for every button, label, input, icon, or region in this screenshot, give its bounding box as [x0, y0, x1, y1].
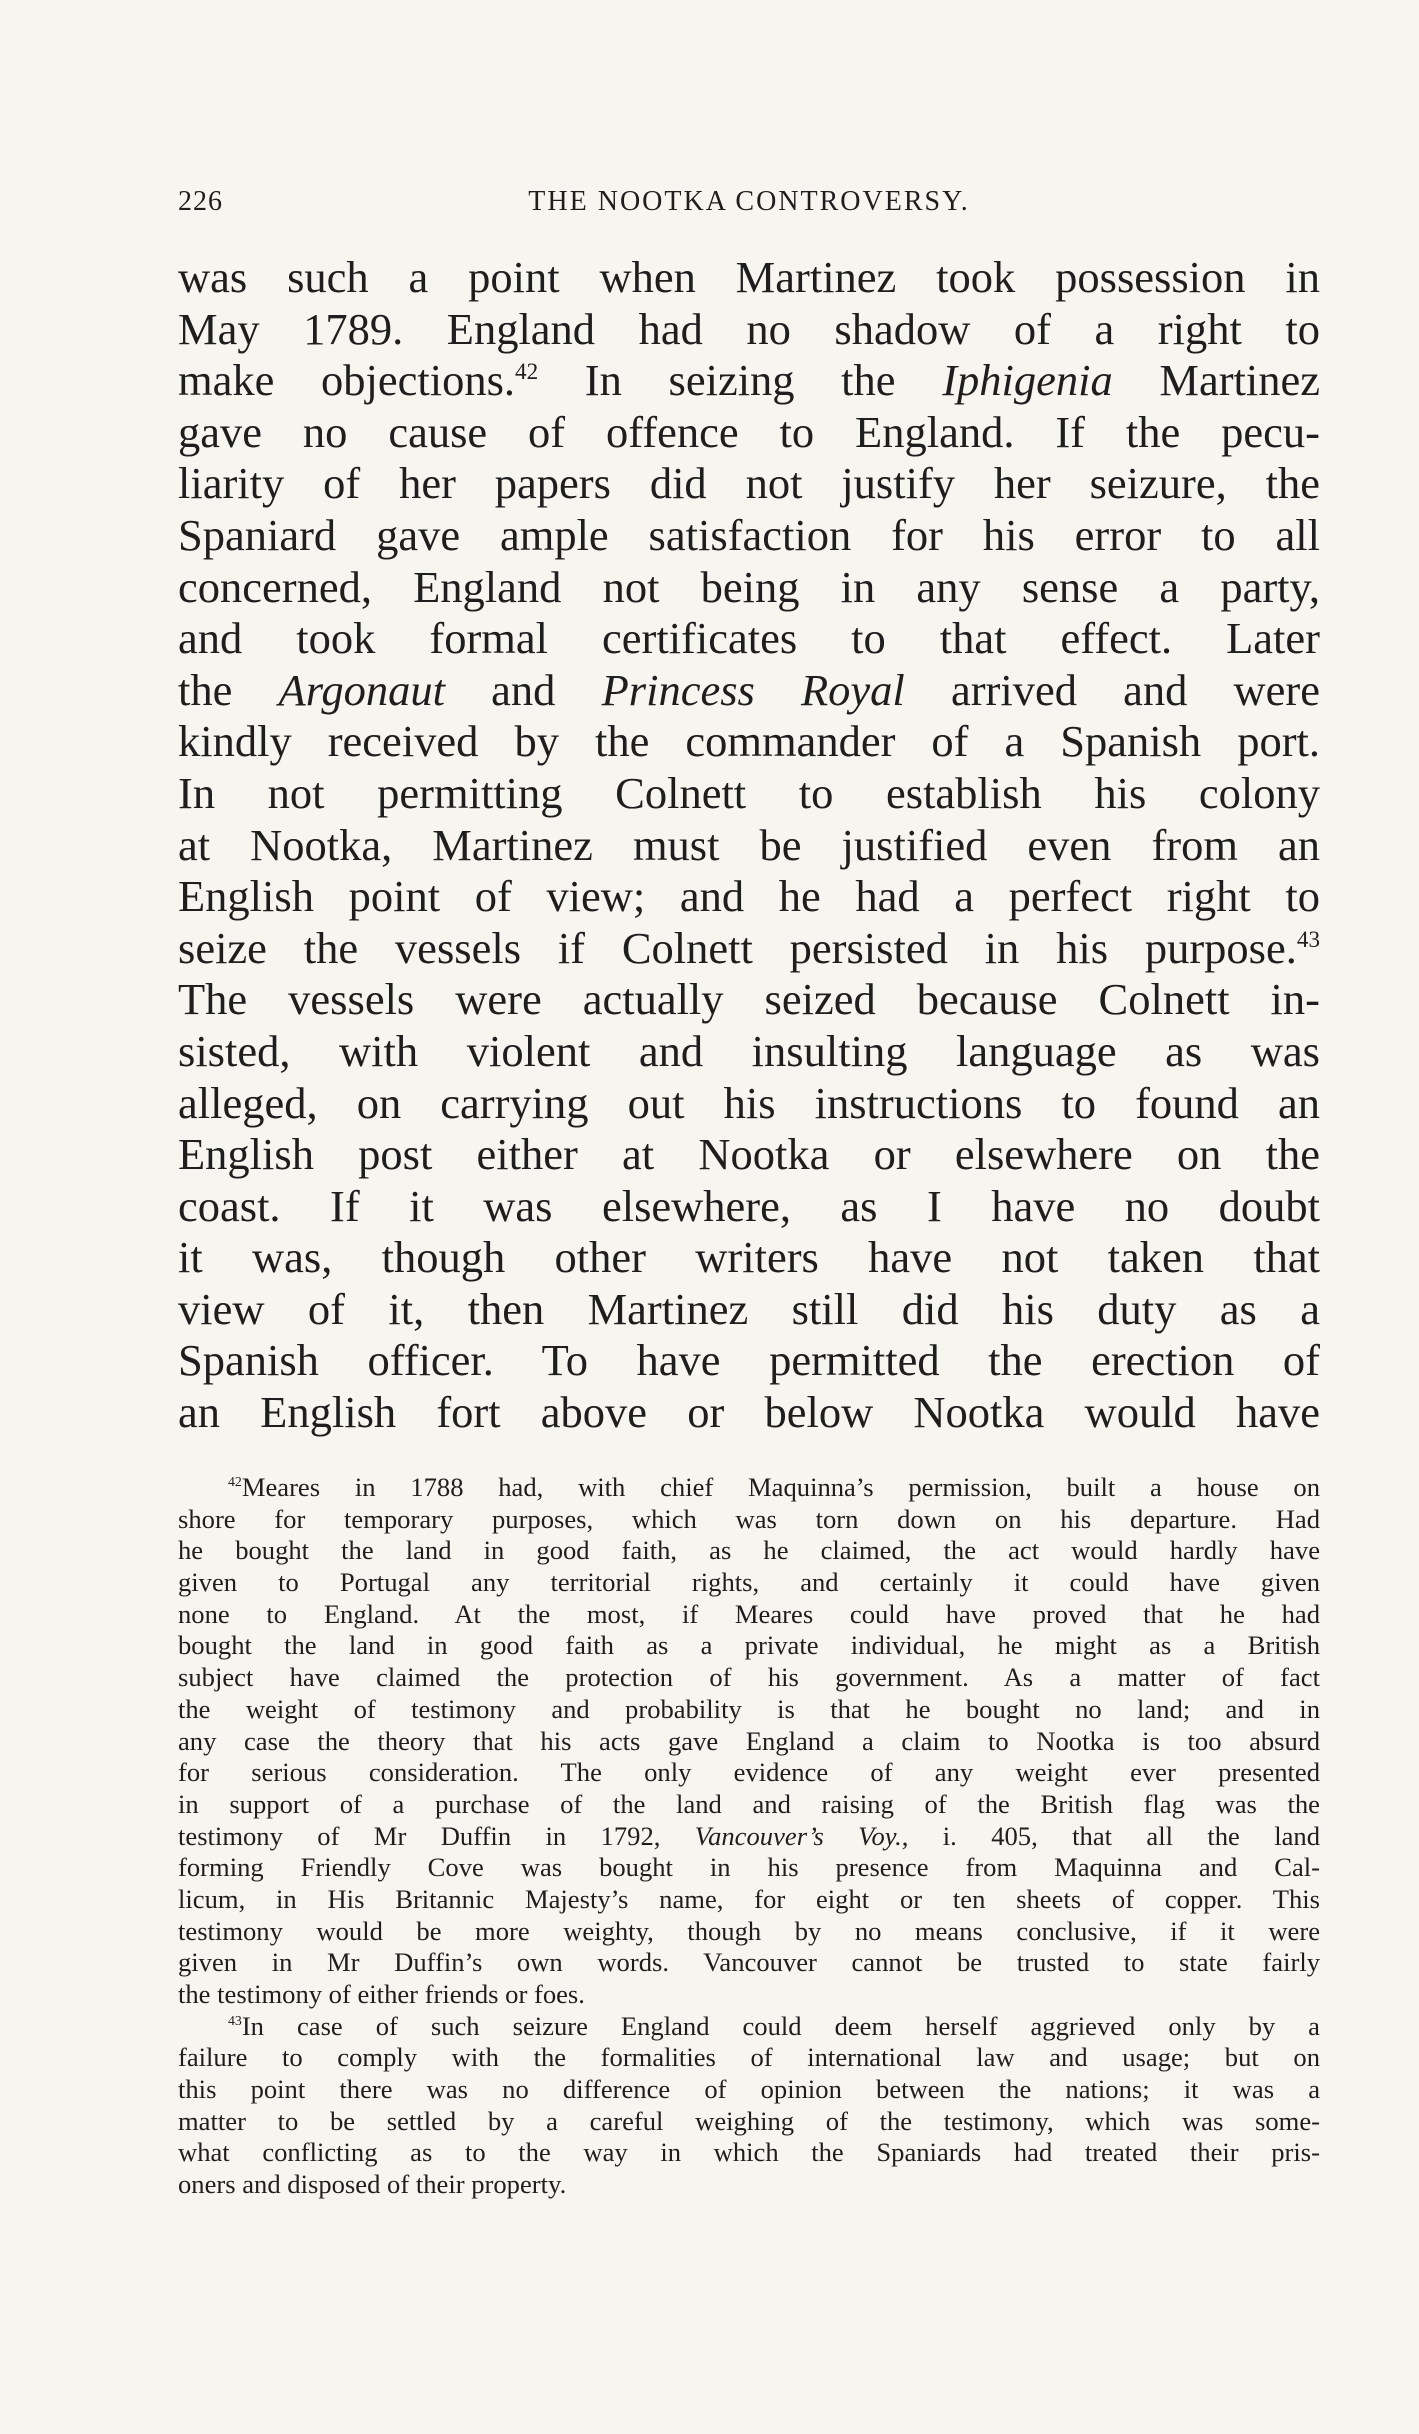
text-line	[178, 923, 1320, 975]
footnote-text: In case of such seizure England could deem herself aggrieved only by a	[241, 2010, 1320, 2041]
page-header	[178, 178, 1320, 228]
text-segment: seize the vessels if Colnett persisted in his purpose.	[178, 922, 1297, 973]
text-line	[178, 355, 1320, 407]
footnote-42-line: licum, in His Britannic Majesty’s name, for eight or ten sheets of copper. This	[178, 1883, 1320, 1914]
text-line: English post either at Nootka or elsewhere on the	[178, 1129, 1320, 1180]
text-line: concerned, England not being in any sense a party,	[178, 561, 1320, 612]
footnote-text: testimony of Mr Duffin in 1792,	[178, 1820, 661, 1851]
text-line: kindly received by the commander of a Spanish port.	[178, 716, 1320, 767]
footnote-42-line: testimony would be more weighty, though by no means conclusive, if it were	[178, 1915, 1320, 1946]
ship-name-iphigenia: Iphigenia	[942, 355, 1113, 406]
text-segment: make objections.	[178, 355, 516, 406]
text-segment: arrived and were	[904, 664, 1321, 715]
text-line: Spaniard gave ample satisfaction for his error to all	[178, 509, 1320, 560]
footnote-42-line	[178, 1821, 1320, 1853]
text-line: and took formal certificates to that effect. Later	[178, 613, 1320, 664]
text-line: at Nootka, Martinez must be justified even from an	[178, 819, 1320, 870]
text-line: liarity of her papers did not justify her seizure, the	[178, 458, 1320, 509]
footnote-43-line	[178, 2011, 1320, 2043]
text-line: May 1789. England had no shadow of a right to	[178, 303, 1320, 354]
footnote-42-line	[178, 1472, 1320, 1504]
page-number: 226	[178, 186, 223, 217]
text-line: gave no cause of offence to England. If the pecu-	[178, 406, 1320, 457]
footnote-text: , i. 405, that all the land	[901, 1820, 1321, 1851]
footnote-42-line: any case the theory that his acts gave England a claim to Nootka is too absurd	[178, 1725, 1320, 1756]
footnote-42-line: subject have claimed the protection of his government. As a matter of fact	[178, 1662, 1320, 1693]
footnote-42-line: in support of a purchase of the land and raising of the British flag was the	[178, 1788, 1320, 1819]
footnote-42-line: given in Mr Duffin’s own words. Vancouver cannot be trusted to state fairly	[178, 1947, 1320, 1978]
body-text	[178, 252, 1320, 1439]
footnote-42-line: the testimony of either friends or foes.	[178, 1979, 585, 2009]
footnote-42-line: the weight of testimony and probability is that he bought no land; and in	[178, 1693, 1320, 1724]
footnote-43-line: oners and disposed of their property.	[178, 2169, 567, 2200]
text-line: The vessels were actually seized because Colnett in-	[178, 974, 1320, 1025]
footnote-ref-43: 43	[1296, 926, 1320, 953]
text-line: it was, though other writers have not taken that	[178, 1232, 1320, 1283]
running-title: THE NOOTKA CONTROVERSY.	[528, 186, 970, 217]
footnote-42-line: given to Portugal any territorial rights, and certainly it could have given	[178, 1567, 1320, 1598]
footnote-42-line: for serious consideration. The only evidence of any weight ever presented	[178, 1757, 1320, 1788]
footnote-43-line: failure to comply with the formalities of international law and usage; but on	[178, 2042, 1320, 2073]
footnote-ref-42: 42	[515, 359, 539, 386]
footnote-42-line: none to England. At the most, if Meares could have proved that he had	[178, 1598, 1320, 1629]
text-line: alleged, on carrying out his instructions to found an	[178, 1077, 1320, 1128]
ship-name-argonaut: Argonaut	[278, 664, 446, 715]
ship-name-princess-royal: Princess Royal	[601, 664, 905, 715]
footnote-number-42: 42	[228, 1474, 242, 1490]
text-segment: Martinez	[1112, 355, 1320, 406]
text-line	[178, 665, 1320, 717]
footnote-42-line: shore for temporary purposes, which was torn down on his departure. Had	[178, 1503, 1320, 1534]
text-line: sisted, with violent and insulting language as was	[178, 1025, 1320, 1076]
footnote-42-line: he bought the land in good faith, as he claimed, the act would hardly have	[178, 1535, 1320, 1566]
text-line: coast. If it was elsewhere, as I have no doubt	[178, 1180, 1320, 1231]
text-line: was such a point when Martinez took possession in	[178, 252, 1320, 302]
footnote-number-43: 43	[228, 2012, 242, 2028]
text-segment: In seizing the	[538, 355, 943, 406]
footnote-42-line: forming Friendly Cove was bought in his presence from Maquinna and Cal-	[178, 1852, 1320, 1883]
footnotes	[178, 1472, 1320, 2201]
footnote-text: Meares in 1788 had, with chief Maquinna’s permission, built a house on	[241, 1472, 1320, 1502]
citation-vancouvers-voyage: Vancouver’s Voy.	[694, 1820, 902, 1851]
text-line: English point of view; and he had a perfect right to	[178, 871, 1320, 922]
footnote-43-line: matter to be settled by a careful weighing of the testimony, which was some-	[178, 2105, 1320, 2136]
footnote-43-line: what conflicting as to the way in which the Spaniards had treated their pris-	[178, 2137, 1320, 2168]
footnote-42-line: bought the land in good faith as a private individual, he might as a British	[178, 1630, 1320, 1661]
text-segment: the	[178, 664, 233, 715]
text-line: view of it, then Martinez still did his duty as a	[178, 1283, 1320, 1334]
text-line: In not permitting Colnett to establish his colony	[178, 767, 1320, 818]
text-line: Spanish officer. To have permitted the erection of	[178, 1335, 1320, 1386]
text-segment: and	[445, 664, 602, 715]
text-line: an English fort above or below Nootka would have	[178, 1387, 1320, 1438]
footnote-43-line: this point there was no difference of opinion between the nations; it was a	[178, 2074, 1320, 2105]
